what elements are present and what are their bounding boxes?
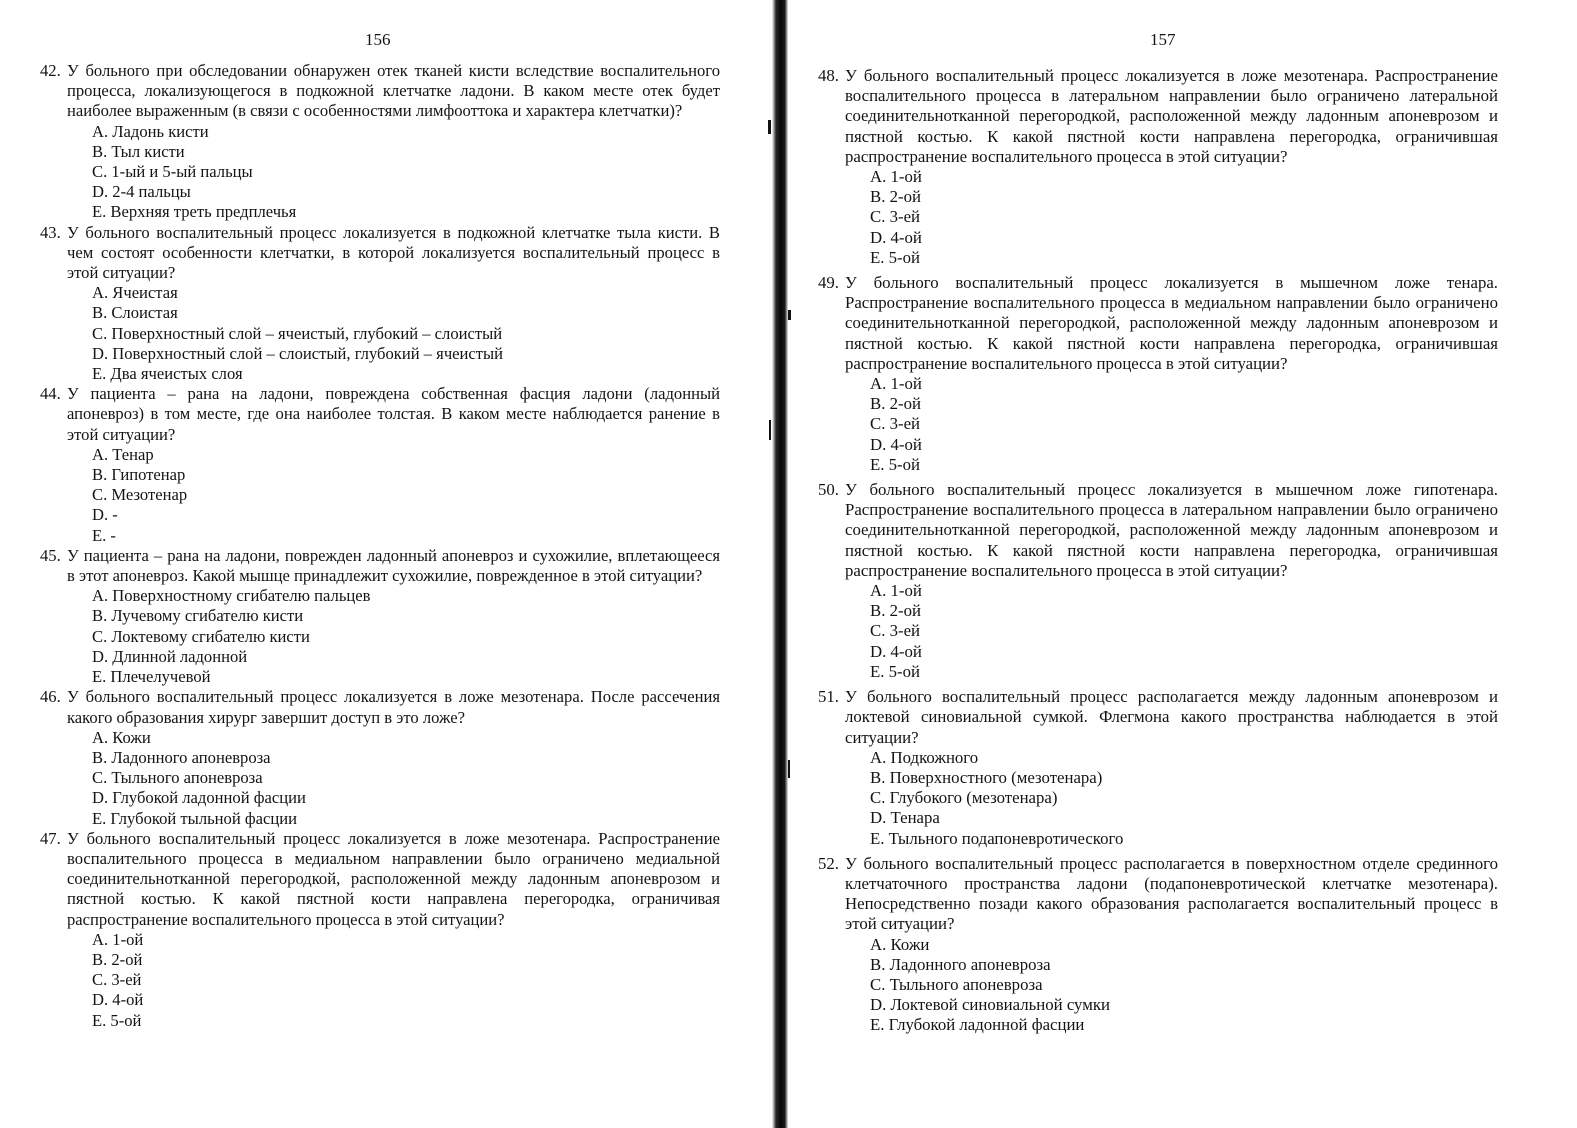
- question-body: У больного воспалительный процесс локализуется в ложе мезотенара. После рассечения какого образования хирург завершит доступ в это ложе?: [67, 687, 720, 727]
- question-body: У больного воспалительный процесс локализуется в мышечном ложе тенара. Распространение воспалительного процесса в медиальном направлении было ограничено соединительнотканной перегородкой, расположенной между ладонным апоневрозом и пястной костью. К какой пястной кости направлена перегородка, ограничившая распространение воспалительного процесса в этой ситуации?: [845, 273, 1498, 373]
- question-text: [40, 546, 720, 586]
- answer-option: B. 2-ой: [870, 187, 921, 207]
- question: [818, 273, 1498, 475]
- answer-option: A. Подкожного: [870, 747, 979, 767]
- answer-option: A. Тенар: [92, 444, 154, 464]
- answer-options: [40, 586, 720, 687]
- answer-option: A. Кожи: [870, 934, 930, 954]
- question-body: У пациента – рана на ладони, поврежден ладонный апоневроз и сухожилие, вплетающееся в этот апоневроз. Какой мышце принадлежит сухожилие, поврежденное в этой ситуации?: [67, 545, 720, 586]
- question: [818, 66, 1498, 268]
- question-list: [818, 66, 1498, 1041]
- answer-option: A. Ладонь кисти: [92, 121, 209, 141]
- answer-option: C. Мезотенар: [92, 485, 188, 505]
- question: [40, 829, 720, 1031]
- answer-options: [40, 728, 720, 829]
- question-body: У больного при обследовании обнаружен отек тканей кисти вследствие воспалительного процесса, локализующегося в подкожной клетчатке ладони. В каком месте отек будет наиболее выраженным (в связи с особенностями лимфооттока и характера клетчатки)?: [67, 61, 720, 121]
- answer-option: C. Локтевому сгибателю кисти: [92, 626, 310, 646]
- answer-option: C. Поверхностный слой – ячеистый, глубокий – слоистый: [92, 323, 503, 343]
- answer-option: D. 4-ой: [92, 990, 144, 1010]
- question-text: [40, 384, 720, 445]
- question-list: [40, 61, 720, 1031]
- answer-option: A. Поверхностному сгибателю пальцев: [92, 586, 371, 606]
- question-number: 46.: [40, 687, 61, 707]
- question-number: 49.: [818, 273, 839, 293]
- answer-option: D. Локтевой синовиальной сумки: [870, 995, 1110, 1015]
- question: [818, 480, 1498, 682]
- question-text: [40, 687, 720, 727]
- answer-option: C. 3-ей: [870, 414, 920, 434]
- question: [40, 61, 720, 223]
- answer-option: C. Глубокого (мезотенара): [870, 788, 1058, 808]
- answer-option: E. 5-ой: [870, 454, 920, 474]
- question-number: 52.: [818, 853, 839, 873]
- answer-option: E. 5-ой: [870, 247, 920, 267]
- answer-option: E. Глубокой ладонной фасции: [870, 1015, 1085, 1035]
- page-number: 156: [365, 30, 391, 49]
- answer-option: D. 2-4 пальцы: [92, 182, 191, 202]
- answer-option: B. Гипотенар: [92, 465, 186, 485]
- answer-option: B. Ладонного апоневроза: [92, 747, 271, 767]
- answer-options: [818, 167, 1498, 268]
- question-text: [40, 61, 720, 122]
- question-text: [818, 480, 1498, 581]
- answer-options: [818, 935, 1498, 1036]
- answer-options: [40, 283, 720, 384]
- question-number: 51.: [818, 687, 839, 707]
- answer-option: D. 4-ой: [870, 434, 922, 454]
- answer-options: [818, 374, 1498, 475]
- answer-option: D. 4-ой: [870, 227, 922, 247]
- answer-option: B. Поверхностного (мезотенара): [870, 767, 1103, 787]
- question-number: 50.: [818, 480, 839, 500]
- answer-option: B. Ладонного апоневроза: [870, 954, 1051, 974]
- answer-option: A. 1-ой: [870, 374, 922, 394]
- question-body: У больного воспалительный процесс располагается между ладонным апоневрозом и локтевой синовиальной сумкой. Флегмона какого пространства наблюдается в этой ситуации?: [845, 687, 1498, 747]
- question-text: [818, 273, 1498, 374]
- question-text: [818, 687, 1498, 748]
- question-text: [40, 223, 720, 284]
- question-body: У больного воспалительный процесс располагается в поверхностном отделе срединного клетчаточного пространства ладони (подапоневротической клетчатке мезотенара). Непосредственно позади какого образования располагается воспалительный процесс в этой ситуации?: [845, 853, 1498, 934]
- answer-option: D. Тенара: [870, 808, 940, 828]
- gutter-speck: [769, 420, 771, 440]
- left-page: [0, 0, 770, 1128]
- answer-option: C. Тыльного апоневроза: [92, 768, 263, 788]
- answer-option: B. Слоистая: [92, 303, 178, 323]
- answer-option: D. Глубокой ладонной фасции: [92, 788, 306, 808]
- question-number: 48.: [818, 66, 839, 85]
- question-number: 44.: [40, 384, 61, 404]
- answer-option: E. 5-ой: [92, 1010, 142, 1030]
- book-gutter: [772, 0, 788, 1128]
- answer-options: [40, 930, 720, 1031]
- answer-option: D. -: [92, 505, 118, 525]
- question-text: [818, 854, 1498, 935]
- answer-option: E. 5-ой: [870, 661, 920, 681]
- question: [40, 546, 720, 687]
- answer-option: B. 2-ой: [870, 601, 921, 621]
- question-number: 42.: [40, 61, 61, 80]
- question: [40, 384, 720, 546]
- answer-option: B. 2-ой: [92, 949, 143, 969]
- answer-option: B. 2-ой: [870, 394, 921, 414]
- question: [40, 223, 720, 385]
- question: [40, 687, 720, 828]
- question-text: [818, 66, 1498, 167]
- answer-option: E. -: [92, 525, 116, 545]
- question-body: У больного воспалительный процесс локализуется в ложе мезотенара. Распространение воспалительного процесса в медиальном направлении было ограничено медиальной соединительнотканной перегородкой, расположенной между ладонным апоневрозом и пястной костью. К какой пястной кости направлена перегородка, ограничивая распространение воспалительного процесса в этой ситуации?: [67, 828, 720, 929]
- answer-option: C. 3-ей: [870, 621, 920, 641]
- answer-option: E. Два ячеистых слоя: [92, 364, 243, 384]
- answer-options: [40, 122, 720, 223]
- question-number: 45.: [40, 545, 61, 565]
- question-body: У больного воспалительный процесс локализуется в ложе мезотенара. Распространение воспалительного процесса в латеральном направлении было ограничено латеральной соединительнотканной перегородкой, расположенной между ладонным апоневрозом и пястной костью. К какой пястной кости направлена перегородка, ограничившая распространение воспалительного процесса в этой ситуации?: [845, 66, 1498, 166]
- answer-option: A. 1-ой: [92, 929, 144, 949]
- answer-option: A. 1-ой: [870, 581, 922, 601]
- question-number: 43.: [40, 222, 61, 242]
- answer-option: E. Плечелучевой: [92, 667, 211, 687]
- question-number: 47.: [40, 828, 61, 848]
- answer-options: [40, 445, 720, 546]
- question-body: У больного воспалительный процесс локализуется в подкожной клетчатке тыла кисти. В чем состоят особенности клетчатки, в которой локализуется воспалительный процесс в этой ситуации?: [67, 222, 720, 283]
- page-number: 157: [1150, 30, 1176, 49]
- question-text: [40, 829, 720, 930]
- answer-option: C. 1-ый и 5-ый пальцы: [92, 162, 253, 182]
- answer-option: A. Кожи: [92, 727, 151, 747]
- answer-option: B. Лучевому сгибателю кисти: [92, 606, 304, 626]
- answer-option: B. Тыл кисти: [92, 141, 185, 161]
- answer-option: D. Длинной ладонной: [92, 646, 248, 666]
- answer-option: E. Верхняя треть предплечья: [92, 202, 297, 222]
- answer-options: [818, 748, 1498, 849]
- answer-option: D. 4-ой: [870, 641, 922, 661]
- answer-option: C. 3-ей: [92, 970, 142, 990]
- answer-option: C. Тыльного апоневроза: [870, 974, 1043, 994]
- answer-option: C. 3-ей: [870, 207, 920, 227]
- question-body: У больного воспалительный процесс локализуется в мышечном ложе гипотенара. Распространение воспалительного процесса в латеральном направлении было ограничено соединительнотканной перегородкой, расположенной между ладонным апоневрозом и пястной костью. К какой пястной кости направлена перегородка, ограничившая распространение воспалительного процесса в этой ситуации?: [845, 480, 1498, 580]
- question-body: У пациента – рана на ладони, повреждена собственная фасция ладони (ладонный апоневроз) в том месте, где она наиболее толстая. В каком месте наблюдается ранение в этой ситуации?: [67, 384, 720, 444]
- answer-option: A. 1-ой: [870, 167, 922, 187]
- gutter-speck: [768, 120, 771, 134]
- answer-option: E. Глубокой тыльной фасции: [92, 808, 297, 828]
- answer-option: D. Поверхностный слой – слоистый, глубокий – ячеистый: [92, 343, 504, 363]
- question: [818, 687, 1498, 849]
- right-page: [790, 0, 1577, 1128]
- question: [818, 854, 1498, 1036]
- answer-option: E. Тыльного подапоневротического: [870, 828, 1124, 848]
- answer-option: A. Ячеистая: [92, 283, 178, 303]
- answer-options: [818, 581, 1498, 682]
